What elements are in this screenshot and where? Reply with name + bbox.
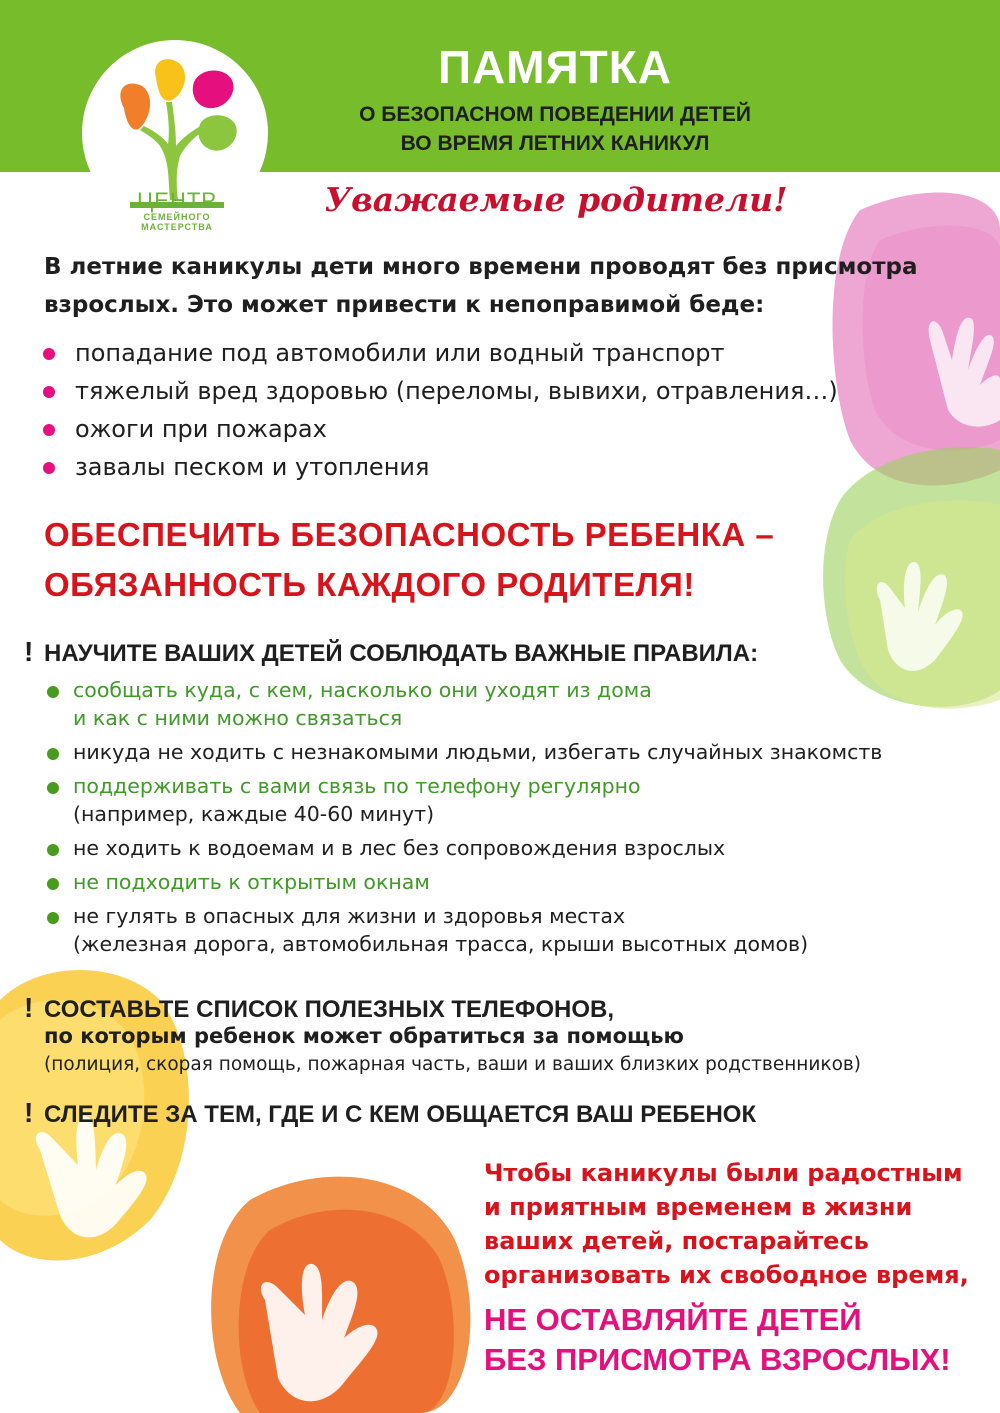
bullet-icon	[43, 462, 55, 474]
rule-line-1: сообщать куда, с кем, насколько они уходят из дома	[73, 678, 652, 702]
list-item	[40, 738, 990, 766]
logo-line-2: СЕМЕЙНОГО	[143, 212, 211, 222]
bullet-icon	[47, 748, 59, 760]
warning-line-1: ОБЕСПЕЧИТЬ БЕЗОПАСНОСТЬ РЕБЕНКА –	[44, 516, 775, 553]
rule-line-1: не подходить к открытым окнам	[73, 870, 430, 894]
exclamation-icon: !	[24, 1097, 34, 1128]
exclamation-icon: !	[24, 636, 34, 667]
rule-line-1: никуда не ходить с незнакомыми людьми, избегать случайных знакомств	[73, 740, 883, 764]
closing-paragraph	[484, 1156, 984, 1292]
list-item	[40, 868, 990, 896]
closing-line-2: и приятным временем в жизни	[484, 1193, 913, 1221]
risk-text: попадание под автомобили или водный транспорт	[75, 339, 725, 367]
closing-line-1: Чтобы каникулы были радостным	[484, 1159, 963, 1187]
bullet-icon	[43, 386, 55, 398]
list-item	[40, 372, 970, 410]
list-item	[40, 676, 990, 732]
bullet-icon	[47, 844, 59, 856]
phones-note: (полиция, скорая помощь, пожарная часть, ваши и ваших близких родственников)	[44, 1054, 862, 1075]
warning-line-2: ОБЯЗАННОСТЬ КАЖДОГО РОДИТЕЛЯ!	[44, 566, 695, 603]
logo-leaf-orange	[120, 83, 150, 129]
rule-line-1: поддерживать с вами связь по телефону регулярно	[73, 774, 641, 798]
bullet-icon	[43, 424, 55, 436]
logo-wordmark	[112, 190, 242, 232]
watch-heading	[24, 1097, 756, 1129]
exclamation-icon: !	[24, 992, 34, 1023]
subtitle-line-2: ВО ВРЕМЯ ЛЕТНИХ КАНИКУЛ	[400, 132, 710, 155]
risk-text: завалы песком и утопления	[75, 453, 430, 481]
list-item	[40, 834, 990, 862]
rule-line-1: не гулять в опасных для жизни и здоровья местах	[73, 904, 626, 928]
greeting: Уважаемые родители!	[324, 180, 788, 219]
closing-line-4: организовать их свободное время,	[484, 1261, 969, 1289]
bullet-icon	[43, 348, 55, 360]
watch-heading-text: СЛЕДИТЕ ЗА ТЕМ, ГДЕ И С КЕМ ОБЩАЕТСЯ ВАШ РЕБЕНОК	[44, 1101, 757, 1128]
phones-heading-text: СОСТАВЬТЕ СПИСОК ПОЛЕЗНЫХ ТЕЛЕФОНОВ,	[44, 996, 615, 1023]
rules-heading-text: НАУЧИТЕ ВАШИХ ДЕТЕЙ СОБЛЮДАТЬ ВАЖНЫЕ ПРАВИЛА:	[44, 640, 759, 667]
list-item	[40, 334, 970, 372]
list-item	[40, 902, 990, 958]
logo-leaf-yellow	[155, 59, 185, 101]
logo-leaf-green	[199, 115, 237, 150]
phones-heading	[24, 992, 614, 1024]
logo-trunk	[140, 102, 210, 200]
logo-line-3: МАСТЕРСТВА	[141, 222, 213, 232]
bullet-icon	[47, 912, 59, 924]
list-item	[40, 410, 970, 448]
risk-list	[40, 334, 970, 486]
bullet-icon	[47, 782, 59, 794]
intro-paragraph: В летние каникулы дети много времени проводят без присмотра взрослых. Это может привести к непоправимой беде:	[44, 254, 918, 318]
rule-line-2: (железная дорога, автомобильная трасса, крыши высотных домов)	[73, 932, 809, 956]
warning-banner	[44, 510, 944, 610]
closing-line-3: ваших детей, постарайтесь	[484, 1227, 869, 1255]
rule-line-2: и как с ними можно связаться	[73, 706, 403, 730]
list-item	[40, 772, 990, 828]
final-line-1: НЕ ОСТАВЛЯЙТЕ ДЕТЕЙ	[484, 1302, 862, 1337]
logo-line-1: ЦЕНТР	[137, 188, 217, 213]
phones-subheading: по которым ребенок может обратиться за помощью	[44, 1024, 684, 1048]
logo-leaf-pink	[193, 70, 234, 108]
bullet-icon	[47, 878, 59, 890]
rules-list	[40, 676, 990, 964]
rule-line-1: не ходить к водоемам и в лес без сопровождения взрослых	[73, 836, 726, 860]
rule-line-2: (например, каждые 40-60 минут)	[73, 802, 435, 826]
rules-heading	[24, 636, 758, 668]
risk-text: ожоги при пожарах	[75, 415, 327, 443]
risk-text: тяжелый вред здоровью (переломы, вывихи, отравления…)	[75, 377, 838, 405]
list-item	[40, 448, 970, 486]
final-line-2: БЕЗ ПРИСМОТРА ВЗРОСЛЫХ!	[484, 1342, 951, 1377]
subtitle-line-1: О БЕЗОПАСНОМ ПОВЕДЕНИИ ДЕТЕЙ	[359, 103, 751, 126]
bullet-icon	[47, 686, 59, 698]
page-title: ПАМЯТКА	[437, 41, 673, 93]
final-call-to-action	[484, 1300, 984, 1380]
